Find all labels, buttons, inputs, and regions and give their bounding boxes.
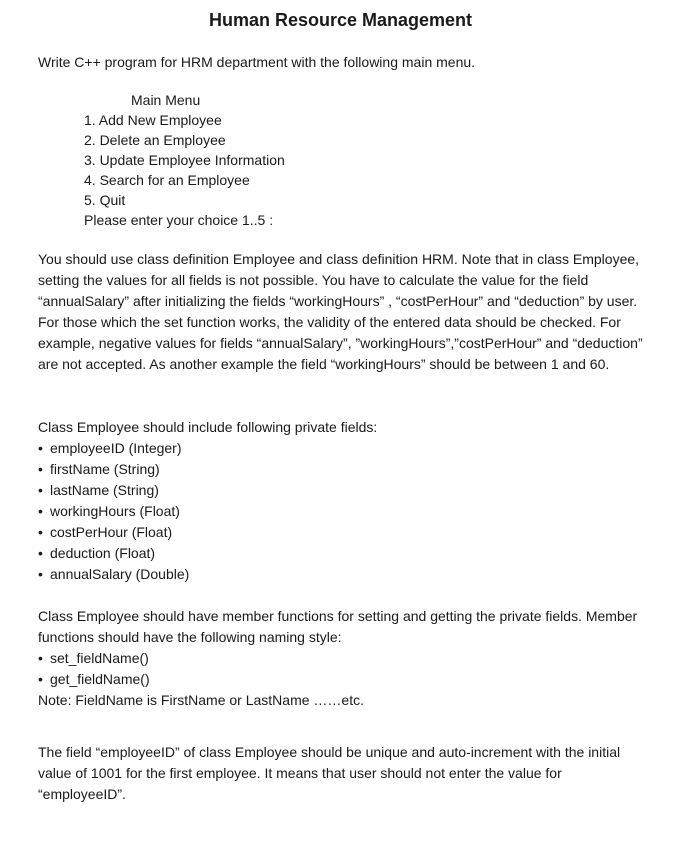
menu-item-add: 1. Add New Employee	[84, 112, 222, 128]
bullet-icon: •	[38, 503, 43, 519]
bullet-icon: •	[38, 545, 43, 561]
menu-prompt: Please enter your choice 1..5 :	[84, 212, 274, 228]
menu-item-delete: 2. Delete an Employee	[84, 132, 226, 148]
page-title: Human Resource Management	[208, 10, 473, 30]
bullet-icon: •	[38, 671, 43, 687]
bullet-icon: •	[38, 461, 43, 477]
private-fields-heading: Class Employee should include following private fields:	[38, 419, 378, 435]
list-item: • workingHours (Float)	[38, 501, 646, 522]
menu-item-quit: 5. Quit	[84, 192, 126, 208]
list-item: • annualSalary (Double)	[38, 564, 646, 585]
bullet-icon: •	[38, 482, 43, 498]
bullet-icon: •	[38, 566, 43, 582]
menu-item-search: 4. Search for an Employee	[84, 172, 250, 188]
member-functions-heading: Class Employee should have member functions for setting and getting the private fields. Member functions should have the following naming style:	[38, 608, 638, 645]
menu-item-update: 3. Update Employee Information	[84, 152, 285, 168]
member-functions-list	[38, 648, 646, 690]
bullet-icon: •	[38, 650, 43, 666]
list-item: • costPerHour (Float)	[38, 522, 646, 543]
menu-title: Main Menu	[131, 92, 201, 108]
class-definition-paragraph: You should use class definition Employee and class definition HRM. Note that in class Employee, setting the values for all fields is not possible. You have to calculate the value for the field “annualSalary” after initializing the fields “workingHours” , “costPerHour” and “deduction” by user. For those which the set function works, the validity of the entered data should be checked. For example, negative values for fields “annualSalary”, ”workingHours”,”costPerHour” and “deduction” are not accepted. As another example the field “workingHours” should be between 1 and 60.	[38, 251, 643, 372]
employee-id-paragraph: The field “employeeID” of class Employee should be unique and auto-increment with the initial value of 1001 for the first employee. It means that user should not enter the value for “employeeID”.	[38, 744, 621, 802]
main-menu-block	[84, 90, 584, 230]
list-item: • set_fieldName()	[38, 648, 646, 669]
list-item: • lastName (String)	[38, 480, 646, 501]
bullet-icon: •	[38, 524, 43, 540]
list-item: • employeeID (Integer)	[38, 438, 646, 459]
list-item: • get_fieldName()	[38, 669, 646, 690]
private-fields-list	[38, 438, 646, 585]
member-functions-section	[38, 606, 646, 711]
naming-note: Note: FieldName is FirstName or LastName ……etc.	[38, 692, 364, 708]
list-item: • firstName (String)	[38, 459, 646, 480]
private-fields-section	[38, 417, 646, 585]
intro-text: Write C++ program for HRM department with the following main menu.	[38, 54, 476, 70]
list-item: • deduction (Float)	[38, 543, 646, 564]
bullet-icon: •	[38, 440, 43, 456]
